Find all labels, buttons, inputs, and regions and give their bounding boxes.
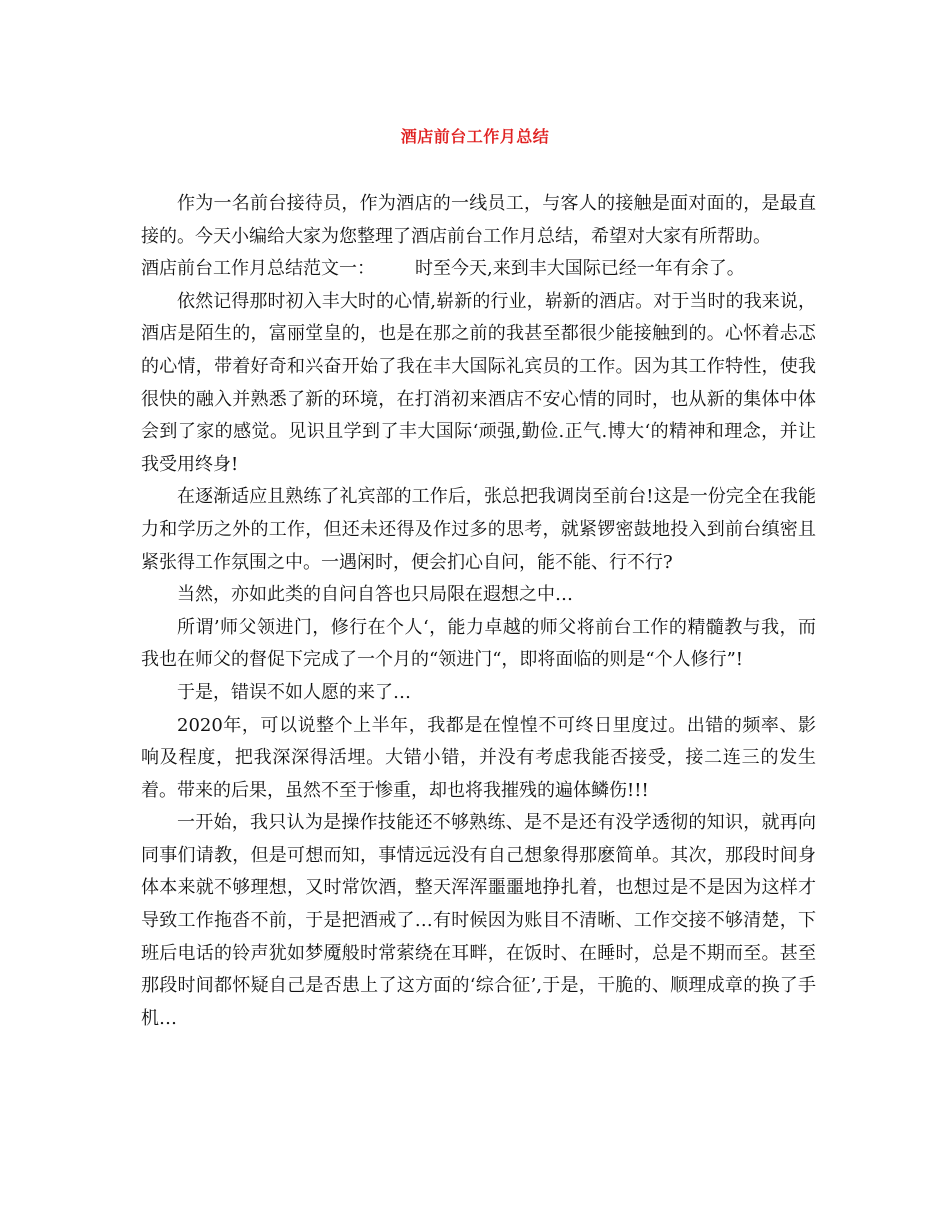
paragraph-7: 一开始，我只认为是操作技能还不够熟练、是不是还有没学透彻的知识，就再向同事们请教，但是可想而知，事情远远没有自己想象得那麽简单。其次，那段时间身体本来就不够理想，又时常饮酒，整天浑浑噩噩地挣扎着，也想过是不是因为这样才导致工作拖沓不前，于是把酒戒了…有时候因为账目不清晰、工作交接不够清楚，下班后电话的铃声犹如梦魇般时常萦绕在耳畔，在饭时、在睡时，总是不期而至。甚至那段时间都怀疑自己是否患上了这方面的‘综合征’,于是，干脆的、顺理成章的换了手机… [141, 812, 816, 1029]
document-title: 酒店前台工作月总结 [400, 127, 550, 146]
intro-label: 酒店前台工作月总结范文一： [141, 258, 375, 280]
intro-tail: 时至今天,来到丰大国际已经一年有余了。 [415, 258, 745, 280]
document-body [141, 188, 816, 1035]
paragraph-1: 依然记得那时初入丰大时的心情,崭新的行业，崭新的酒店。对于当时的我来说，酒店是陌生的，富丽堂皇的，也是在那之前的我甚至都很少能接触到的。心怀着忐忑的心情，带着好奇和兴奋开始了我在丰大国际礼宾员的工作。因为其工作特性，使我很快的融入并熟悉了新的环境，在打消初来酒店不安心情的同时，也从新的集体中体会到了家的感觉。见识且学到了丰大国际‘顽强,勤俭.正气.博大‘的精神和理念，并让我受用终身! [141, 290, 816, 475]
intro-paragraph [141, 188, 816, 253]
paragraph-5: 于是，错误不如人愿的来了… [177, 681, 411, 703]
intro-text: 作为一名前台接待员，作为酒店的一线员工，与客人的接触是面对面的，是最直接的。今天小编给大家为您整理了酒店前台工作月总结，希望对大家有所帮助。 [141, 193, 816, 247]
paragraph-6: 2020年，可以说整个上半年，我都是在惶惶不可终日里度过。出错的频率、影响及程度，把我深深得活埋。大错小错，并没有考虑我能否接受，接二连三的发生着。带来的后果，虽然不至于惨重，却也将我摧残的遍体鳞伤!!! [141, 714, 816, 801]
intro-label-line [141, 253, 816, 286]
paragraph-3: 当然，亦如此类的自问自答也只局限在遐想之中… [177, 584, 573, 606]
paragraph-4: 所谓’师父领进门，修行在个人‘，能力卓越的师父将前台工作的精髓教与我，而我也在师父的督促下完成了一个月的“领进门“，即将面临的则是“个人修行”! [141, 616, 816, 671]
paragraph-2: 在逐渐适应且熟练了礼宾部的工作后，张总把我调岗至前台!这是一份完全在我能力和学历之外的工作，但还未还得及作过多的思考，就紧锣密鼓地投入到前台缜密且紧张得工作氛围之中。一遇闲时，便会扪心自问，能不能、行不行? [141, 486, 816, 573]
